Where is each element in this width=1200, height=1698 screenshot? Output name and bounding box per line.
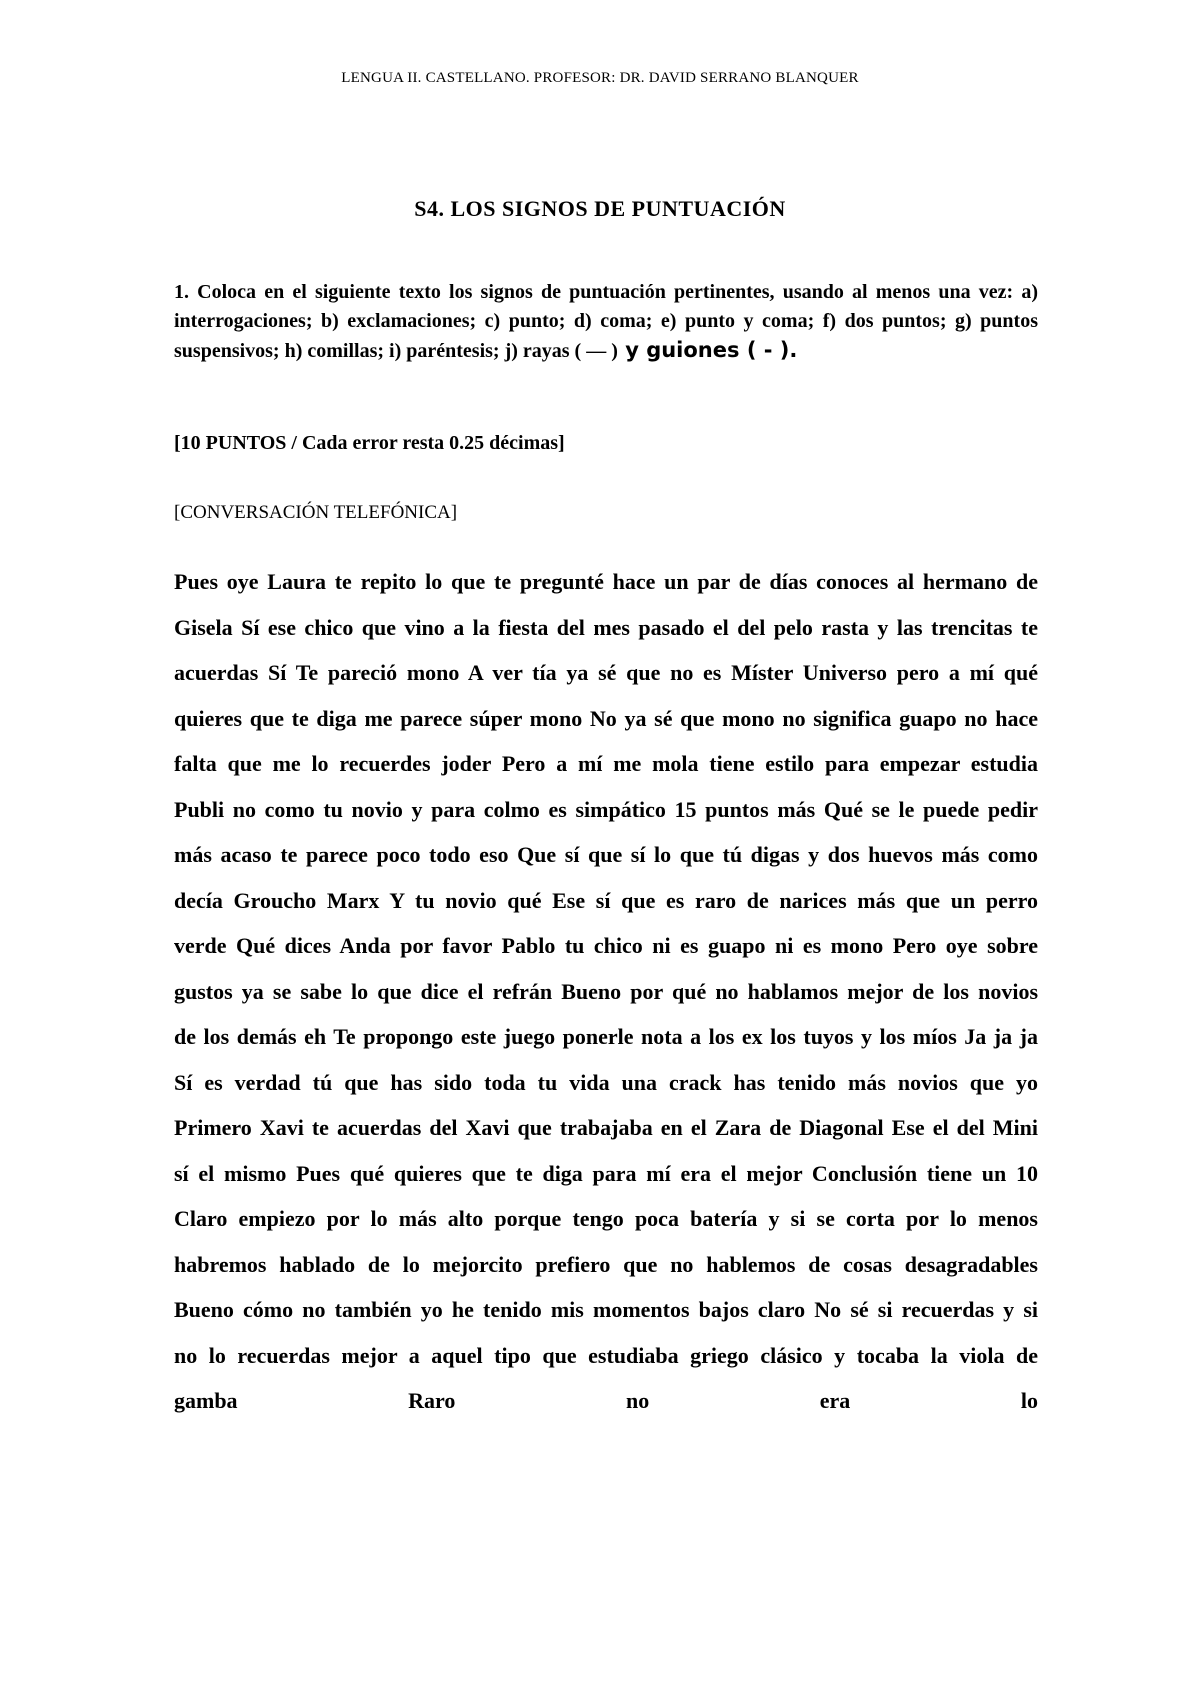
instructions-end-text: y guiones ( - ).: [617, 338, 798, 362]
page-title: S4. LOS SIGNOS DE PUNTUACIÓN: [414, 196, 786, 221]
instructions-dash-glyph: — ): [581, 340, 618, 362]
instructions-main-text: 1. Coloca en el siguiente texto los signos de puntuación pertinentes, usando al menos una vez: a) interrogaciones; b) exclamaciones; c) punto; d) coma; e) punto y coma; f) dos puntos; g) puntos suspensivos; h) comillas; i) paréntesis; j) rayas (: [174, 281, 1038, 362]
running-header: LENGUA II. CASTELLANO. PROFESOR: DR. DAVID SERRANO BLANQUER: [341, 70, 859, 86]
exercise-instructions: [174, 278, 1038, 366]
exercise-text: Pues oye Laura te repito lo que te pregunté hace un par de días conoces al hermano de Gisela Sí ese chico que vino a la fiesta del mes pasado el del pelo rasta y las trencitas te acuerdas Sí Te pareció mono A ver tía ya sé que no es Míster Universo pero a mí qué quieres que te diga me parece súper mono No ya sé que mono no significa guapo no hace falta que me lo recuerdes joder Pero a mí me mola tiene estilo para empezar estudia Publi no como tu novio y para colmo es simpático 15 puntos más Qué se le puede pedir más acaso te parece poco todo eso Que sí que sí lo que tú digas y dos huevos más como decía Groucho Marx Y tu novio qué Ese sí que es raro de narices más que un perro verde Qué dices Anda por favor Pablo tu chico ni es guapo ni es mono Pero oye sobre gustos ya se sabe lo que dice el refrán Bueno por qué no hablamos mejor de los novios de los demás eh Te propongo este juego ponerle nota a los ex los tuyos y los míos Ja ja ja Sí es verdad tú que has sido toda tu vida una crack has tenido más novios que yo Primero Xavi te acuerdas del Xavi que trabajaba en el Zara de Diagonal Ese el del Mini sí el mismo Pues qué quieres que te diga para mí era el mejor Conclusión tiene un 10 Claro empiezo por lo más alto porque tengo poca batería y si se corta por lo menos habremos hablado de lo mejorcito prefiero que no hablemos de cosas desagradables Bueno cómo no también yo he tenido mis momentos bajos claro No sé si recuerdas y si no lo recuerdas mejor a aquel tipo que estudiaba griego clásico y tocaba la viola de gamba Raro no era lo: [174, 569, 1038, 1413]
scoring-note: [10 PUNTOS / Cada error resta 0.25 décimas]: [174, 432, 565, 454]
section-label: [CONVERSACIÓN TELEFÓNICA]: [174, 502, 458, 523]
